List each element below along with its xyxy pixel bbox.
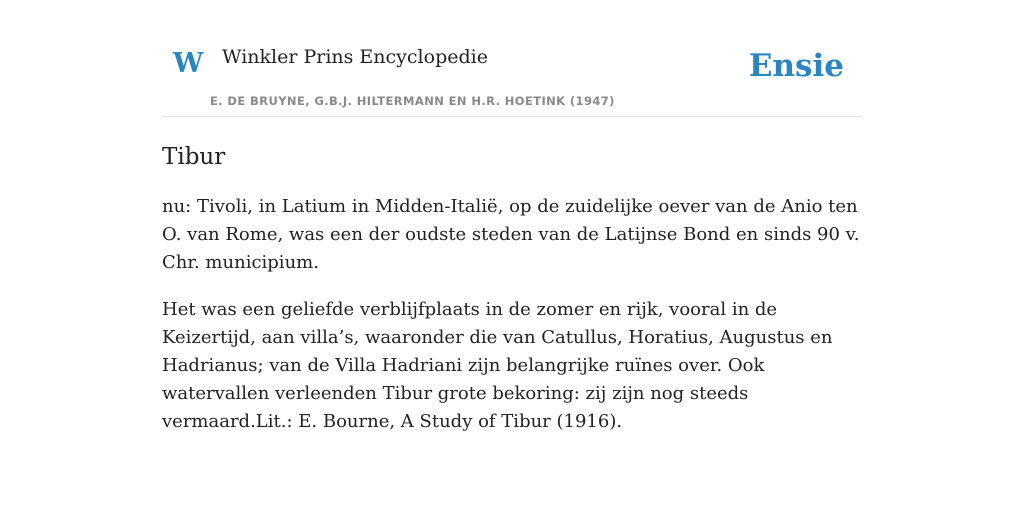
article-title: Tibur: [162, 144, 226, 170]
article: [162, 143, 862, 436]
winkler-prins-logo[interactable]: W: [173, 48, 204, 79]
source-authors: E. DE BRUYNE, G.B.J. HILTERMANN EN H.R. HOETINK (1947): [210, 94, 615, 108]
article-paragraph: nu: Tivoli, in Latium in Midden-Italië, op de zuidelijke oever van de Anio ten O. van Rome, was een der oudste steden van de Latijnse Bond en sinds 90 v. Chr. municipium.: [162, 195, 860, 273]
source-title-link[interactable]: Winkler Prins Encyclopedie: [222, 46, 488, 68]
page-container: [162, 0, 862, 436]
source-header: [162, 0, 862, 117]
article-paragraph: Het was een geliefde verblijfplaats in de zomer en rijk, vooral in de Keizertijd, aan villa’s, waaronder die van Catullus, Horatius, Augustus en Hadrianus; van de Villa Hadriani zijn belangrijke ruïnes over. Ook watervallen verleenden Tibur grote bekoring: zij zijn nog steeds vermaard.Lit.: E. Bourne, A Study of Tibur (1916).: [162, 298, 833, 432]
ensie-logo[interactable]: Ensie: [748, 48, 844, 84]
